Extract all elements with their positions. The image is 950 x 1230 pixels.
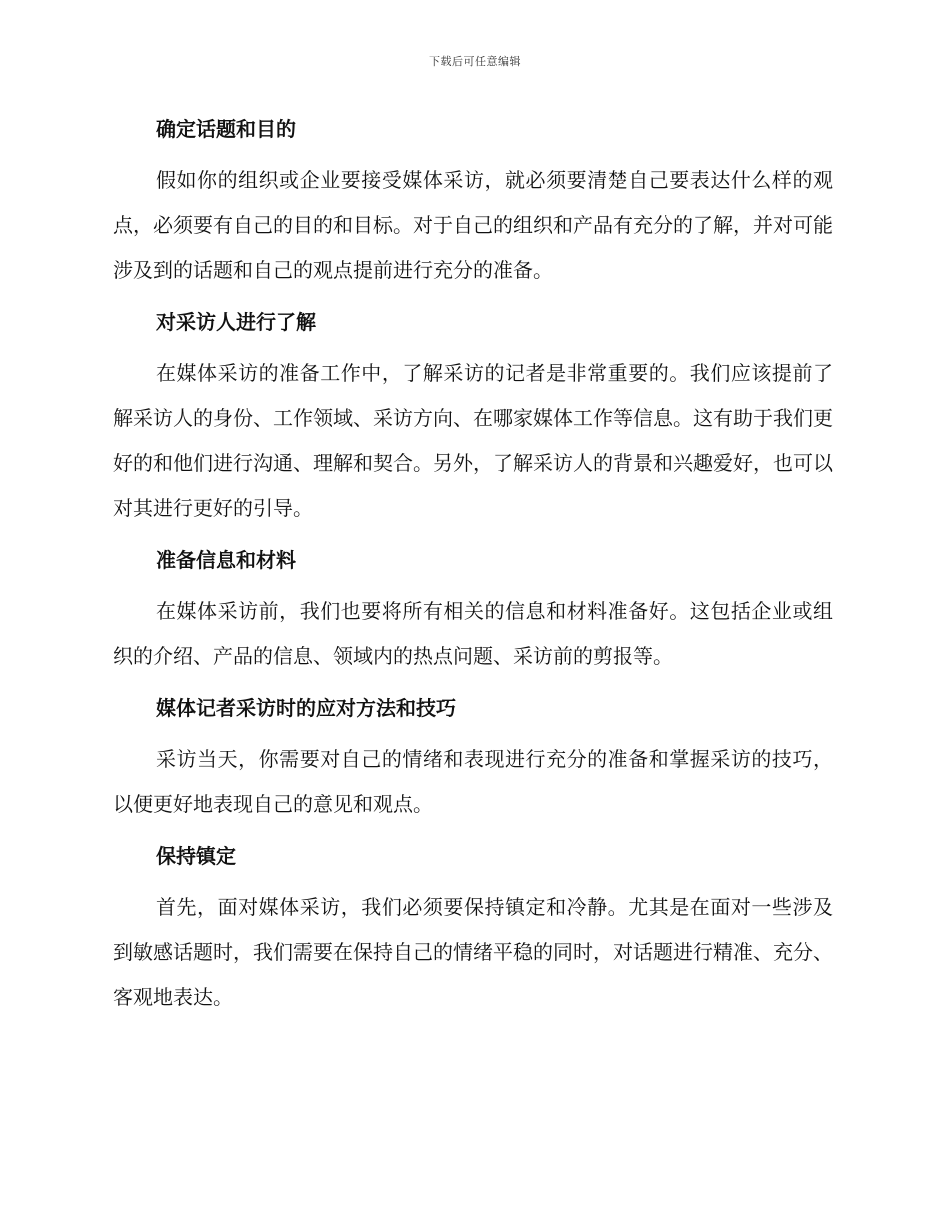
section-heading: 保持镇定 bbox=[156, 844, 236, 868]
page-header-note: 下载后可任意编辑 bbox=[429, 55, 521, 68]
section-heading: 媒体记者采访时的应对方法和技巧 bbox=[156, 696, 456, 720]
section-heading: 对采访人进行了解 bbox=[156, 310, 316, 334]
section-paragraph: 在媒体采访的准备工作中，了解采访的记者是非常重要的。我们应该提前了解采访人的身份、工作领域、采访方向、在哪家媒体工作等信息。这有助于我们更好的和他们进行沟通、理解和契合。另外，了解采访人的背景和兴趣爱好，也可以对其进行更好的引导。 bbox=[113, 361, 833, 520]
section-paragraph: 首先，面对媒体采访，我们必须要保持镇定和冷静。尤其是在面对一些涉及到敏感话题时，我们需要在保持自己的情绪平稳的同时，对话题进行精准、充分、客观地表达。 bbox=[113, 895, 833, 1009]
section-paragraph: 采访当天，你需要对自己的情绪和表现进行充分的准备和掌握采访的技巧，以便更好地表现自己的意见和观点。 bbox=[113, 747, 833, 816]
section-paragraph: 在媒体采访前，我们也要将所有相关的信息和材料准备好。这包括企业或组织的介绍、产品的信息、领域内的热点问题、采访前的剪报等。 bbox=[113, 599, 833, 668]
section-heading: 确定话题和目的 bbox=[156, 117, 296, 141]
section-heading: 准备信息和材料 bbox=[156, 548, 296, 572]
section-paragraph: 假如你的组织或企业要接受媒体采访，就必须要清楚自己要表达什么样的观点，必须要有自己的目的和目标。对于自己的组织和产品有充分的了解，并对可能涉及到的话题和自己的观点提前进行充分的准备。 bbox=[113, 168, 833, 282]
document-body bbox=[113, 112, 833, 1020]
